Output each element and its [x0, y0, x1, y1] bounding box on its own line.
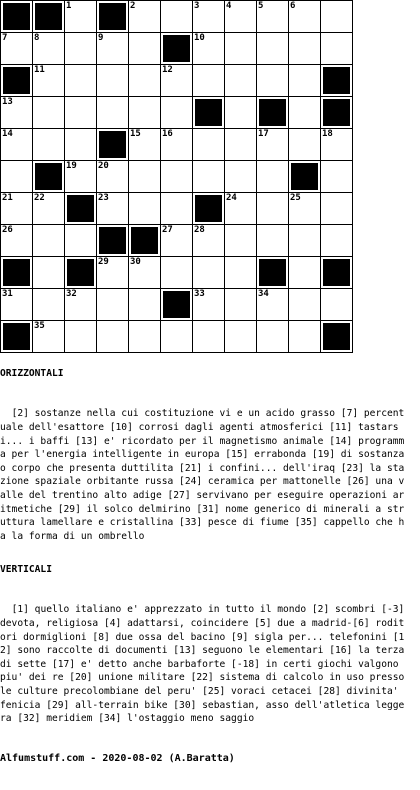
clue-number: 6 — [290, 1, 296, 11]
clue-number: 22 — [34, 193, 45, 203]
clue-number: 1 — [66, 1, 72, 11]
black-cell — [97, 225, 129, 257]
clue-number: 11 — [34, 65, 45, 75]
grid-cell[interactable] — [289, 225, 321, 257]
black-cell — [161, 33, 193, 65]
clue-number: 17 — [258, 129, 269, 139]
black-cell — [1, 1, 33, 33]
grid-cell[interactable] — [225, 97, 257, 129]
grid-cell[interactable] — [33, 129, 65, 161]
grid-cell[interactable] — [1, 161, 33, 193]
grid-cell[interactable] — [129, 1, 161, 33]
grid-cell[interactable] — [161, 1, 193, 33]
clue-number: 25 — [290, 193, 301, 203]
vertical-clue-text: [1] quello italiano e' apprezzato in tutto il mondo [2] scombri [-3] devota, religiosa [4] adattarsi, coincidere [5] due a madrid-[6] roditori dormiglioni [8] due ossa del bacino [9] sigla per... telefonini [12] sono raccolte di documenti [13] seguono le elementari [16] la terza di sette [17] e' detto anche barbaforte [-18] in certi giochi valgono piu' dei re [20] unione militare [22] sistema di calcolo in uso presso le culture precolombiane del peru' [25] voraci cetacei [28] divinita' fenicia [29] all-terrain bike [30] sebastian, asso dell'atletica leggera [32] meridiem [34] l'ostaggio meno saggio — [0, 604, 411, 725]
grid-cell[interactable] — [161, 257, 193, 289]
horizontal-clue-text: [2] sostanze nella cui costituzione vi e un acido grasso [7] percentuale dell'esattore [10] corrosi dagli agenti atmosferici [11] tastarsi... i baffi [13] e' ricordato per il magnetismo animale [14] programma per l'energia intelligente in europa [15] errabonda [19] di sostanza o corpo che presenta duttilita [21] i confini... dell'iraq [23] la stazione spaziale orbitante russa [24] ceramica per mattonelle [26] una valle del trentino alto adige [27] servivano per eseguire operazioni aritmetiche [29] il solco delmirino [31] nome generico di minerali a struttura lamellare e cristallina [33] pesce di fiume [35] cappello che ha la forma di un ombrello — [0, 408, 411, 542]
clue-number: 34 — [258, 289, 269, 299]
clue-number: 28 — [194, 225, 205, 235]
grid-cell[interactable] — [193, 257, 225, 289]
clue-number: 8 — [34, 33, 40, 43]
grid-cell[interactable] — [65, 1, 97, 33]
clue-number: 19 — [66, 161, 77, 171]
black-cell — [1, 65, 33, 97]
clue-number: 33 — [194, 289, 205, 299]
grid-cell[interactable] — [257, 65, 289, 97]
grid-cell[interactable] — [225, 161, 257, 193]
grid-cell[interactable] — [257, 129, 289, 161]
black-cell — [193, 193, 225, 225]
grid-cell[interactable] — [65, 161, 97, 193]
clue-number: 20 — [98, 161, 109, 171]
clue-number: 9 — [98, 33, 104, 43]
grid-cell[interactable] — [193, 161, 225, 193]
grid-cell[interactable] — [193, 65, 225, 97]
grid-cell[interactable] — [193, 33, 225, 65]
grid-cell[interactable] — [33, 289, 65, 321]
grid-cell[interactable] — [321, 225, 353, 257]
grid-cell[interactable] — [65, 289, 97, 321]
clue-number: 18 — [322, 129, 333, 139]
black-cell — [129, 225, 161, 257]
grid-cell[interactable] — [33, 97, 65, 129]
grid-cell[interactable] — [33, 257, 65, 289]
grid-cell[interactable] — [289, 257, 321, 289]
clue-number: 2 — [130, 1, 136, 11]
grid-cell[interactable] — [33, 33, 65, 65]
grid-cell[interactable] — [129, 65, 161, 97]
grid-cell[interactable] — [97, 33, 129, 65]
black-cell — [321, 257, 353, 289]
grid-cell[interactable] — [97, 193, 129, 225]
grid-cell[interactable] — [225, 33, 257, 65]
grid-cell[interactable] — [225, 129, 257, 161]
grid-cell[interactable] — [65, 65, 97, 97]
grid-cell[interactable] — [65, 129, 97, 161]
grid-cell[interactable] — [1, 225, 33, 257]
clue-number: 23 — [98, 193, 109, 203]
grid-cell[interactable] — [257, 33, 289, 65]
grid-cell[interactable] — [65, 225, 97, 257]
clue-number: 24 — [226, 193, 237, 203]
black-cell — [289, 161, 321, 193]
grid-cell[interactable] — [193, 129, 225, 161]
clue-number: 30 — [130, 257, 141, 267]
grid-cell[interactable] — [97, 161, 129, 193]
clue-number: 3 — [194, 1, 200, 11]
black-cell — [193, 97, 225, 129]
clue-number: 13 — [2, 97, 13, 107]
black-cell — [65, 257, 97, 289]
grid-cell[interactable] — [33, 65, 65, 97]
grid-cell[interactable] — [321, 1, 353, 33]
grid-cell[interactable] — [225, 257, 257, 289]
grid-cell[interactable] — [33, 225, 65, 257]
vertical-clues — [0, 536, 411, 726]
grid-cell[interactable] — [225, 225, 257, 257]
grid-cell[interactable] — [257, 193, 289, 225]
grid-cell[interactable] — [161, 161, 193, 193]
grid-cell[interactable] — [161, 225, 193, 257]
grid-cell[interactable] — [1, 129, 33, 161]
grid-cell[interactable] — [225, 1, 257, 33]
grid-cell[interactable] — [1, 193, 33, 225]
grid-cell[interactable] — [257, 161, 289, 193]
grid-cell[interactable] — [225, 289, 257, 321]
grid-cell[interactable] — [129, 289, 161, 321]
grid-cell[interactable] — [289, 97, 321, 129]
grid-cell[interactable] — [129, 193, 161, 225]
grid-cell[interactable] — [321, 193, 353, 225]
clue-number: 21 — [2, 193, 13, 203]
crossword-grid — [0, 0, 353, 353]
grid-cell[interactable] — [97, 257, 129, 289]
clue-number: 10 — [194, 33, 205, 43]
clue-number: 7 — [2, 33, 8, 43]
grid-cell[interactable] — [33, 193, 65, 225]
grid-cell[interactable] — [1, 289, 33, 321]
black-cell — [257, 257, 289, 289]
grid-cell[interactable] — [161, 193, 193, 225]
black-cell — [97, 129, 129, 161]
grid-cell[interactable] — [97, 97, 129, 129]
black-cell — [1, 257, 33, 289]
grid-cell[interactable] — [289, 129, 321, 161]
clue-number: 35 — [34, 321, 45, 331]
black-cell — [33, 161, 65, 193]
grid-cell[interactable] — [161, 65, 193, 97]
grid-cell[interactable] — [1, 97, 33, 129]
grid-cell[interactable] — [321, 33, 353, 65]
clue-number: 32 — [66, 289, 77, 299]
black-cell — [257, 97, 289, 129]
grid-cell[interactable] — [321, 129, 353, 161]
clue-number: 16 — [162, 129, 173, 139]
clue-number: 15 — [130, 129, 141, 139]
black-cell — [161, 289, 193, 321]
grid-cell[interactable] — [225, 193, 257, 225]
horizontal-clues — [0, 340, 411, 543]
grid-cell[interactable] — [129, 161, 161, 193]
grid-cell[interactable] — [129, 97, 161, 129]
grid-cell[interactable] — [193, 1, 225, 33]
horizontal-heading: ORIZZONTALI — [0, 368, 64, 380]
grid-cell[interactable] — [129, 33, 161, 65]
grid-cell[interactable] — [257, 289, 289, 321]
grid-cell[interactable] — [321, 161, 353, 193]
grid-cell[interactable] — [97, 65, 129, 97]
grid-cell[interactable] — [225, 65, 257, 97]
grid-cell[interactable] — [161, 97, 193, 129]
grid-cell[interactable] — [129, 129, 161, 161]
grid-cell[interactable] — [193, 225, 225, 257]
footer-credit: Alfumstuff.com - 2020-08-02 (A.Baratta) — [0, 753, 235, 764]
clue-number: 5 — [258, 1, 264, 11]
clue-number: 27 — [162, 225, 173, 235]
grid-cell[interactable] — [321, 289, 353, 321]
grid-cell[interactable] — [129, 257, 161, 289]
grid-cell[interactable] — [289, 65, 321, 97]
grid-cell[interactable] — [289, 33, 321, 65]
grid-cell[interactable] — [161, 129, 193, 161]
black-cell — [65, 193, 97, 225]
black-cell — [97, 1, 129, 33]
grid-cell[interactable] — [65, 33, 97, 65]
clue-number: 4 — [226, 1, 232, 11]
grid-cell[interactable] — [289, 289, 321, 321]
vertical-heading: VERTICALI — [0, 564, 52, 576]
clue-number: 29 — [98, 257, 109, 267]
grid-cell[interactable] — [257, 1, 289, 33]
grid-cell[interactable] — [1, 33, 33, 65]
black-cell — [321, 97, 353, 129]
grid-cell[interactable] — [65, 97, 97, 129]
black-cell — [33, 1, 65, 33]
grid-cell[interactable] — [97, 289, 129, 321]
grid-cell[interactable] — [289, 1, 321, 33]
grid-cell[interactable] — [289, 193, 321, 225]
clue-number: 31 — [2, 289, 13, 299]
black-cell — [321, 65, 353, 97]
clue-number: 14 — [2, 129, 13, 139]
grid-cell[interactable] — [257, 225, 289, 257]
grid-cell[interactable] — [193, 289, 225, 321]
clue-number: 12 — [162, 65, 173, 75]
clue-number: 26 — [2, 225, 13, 235]
